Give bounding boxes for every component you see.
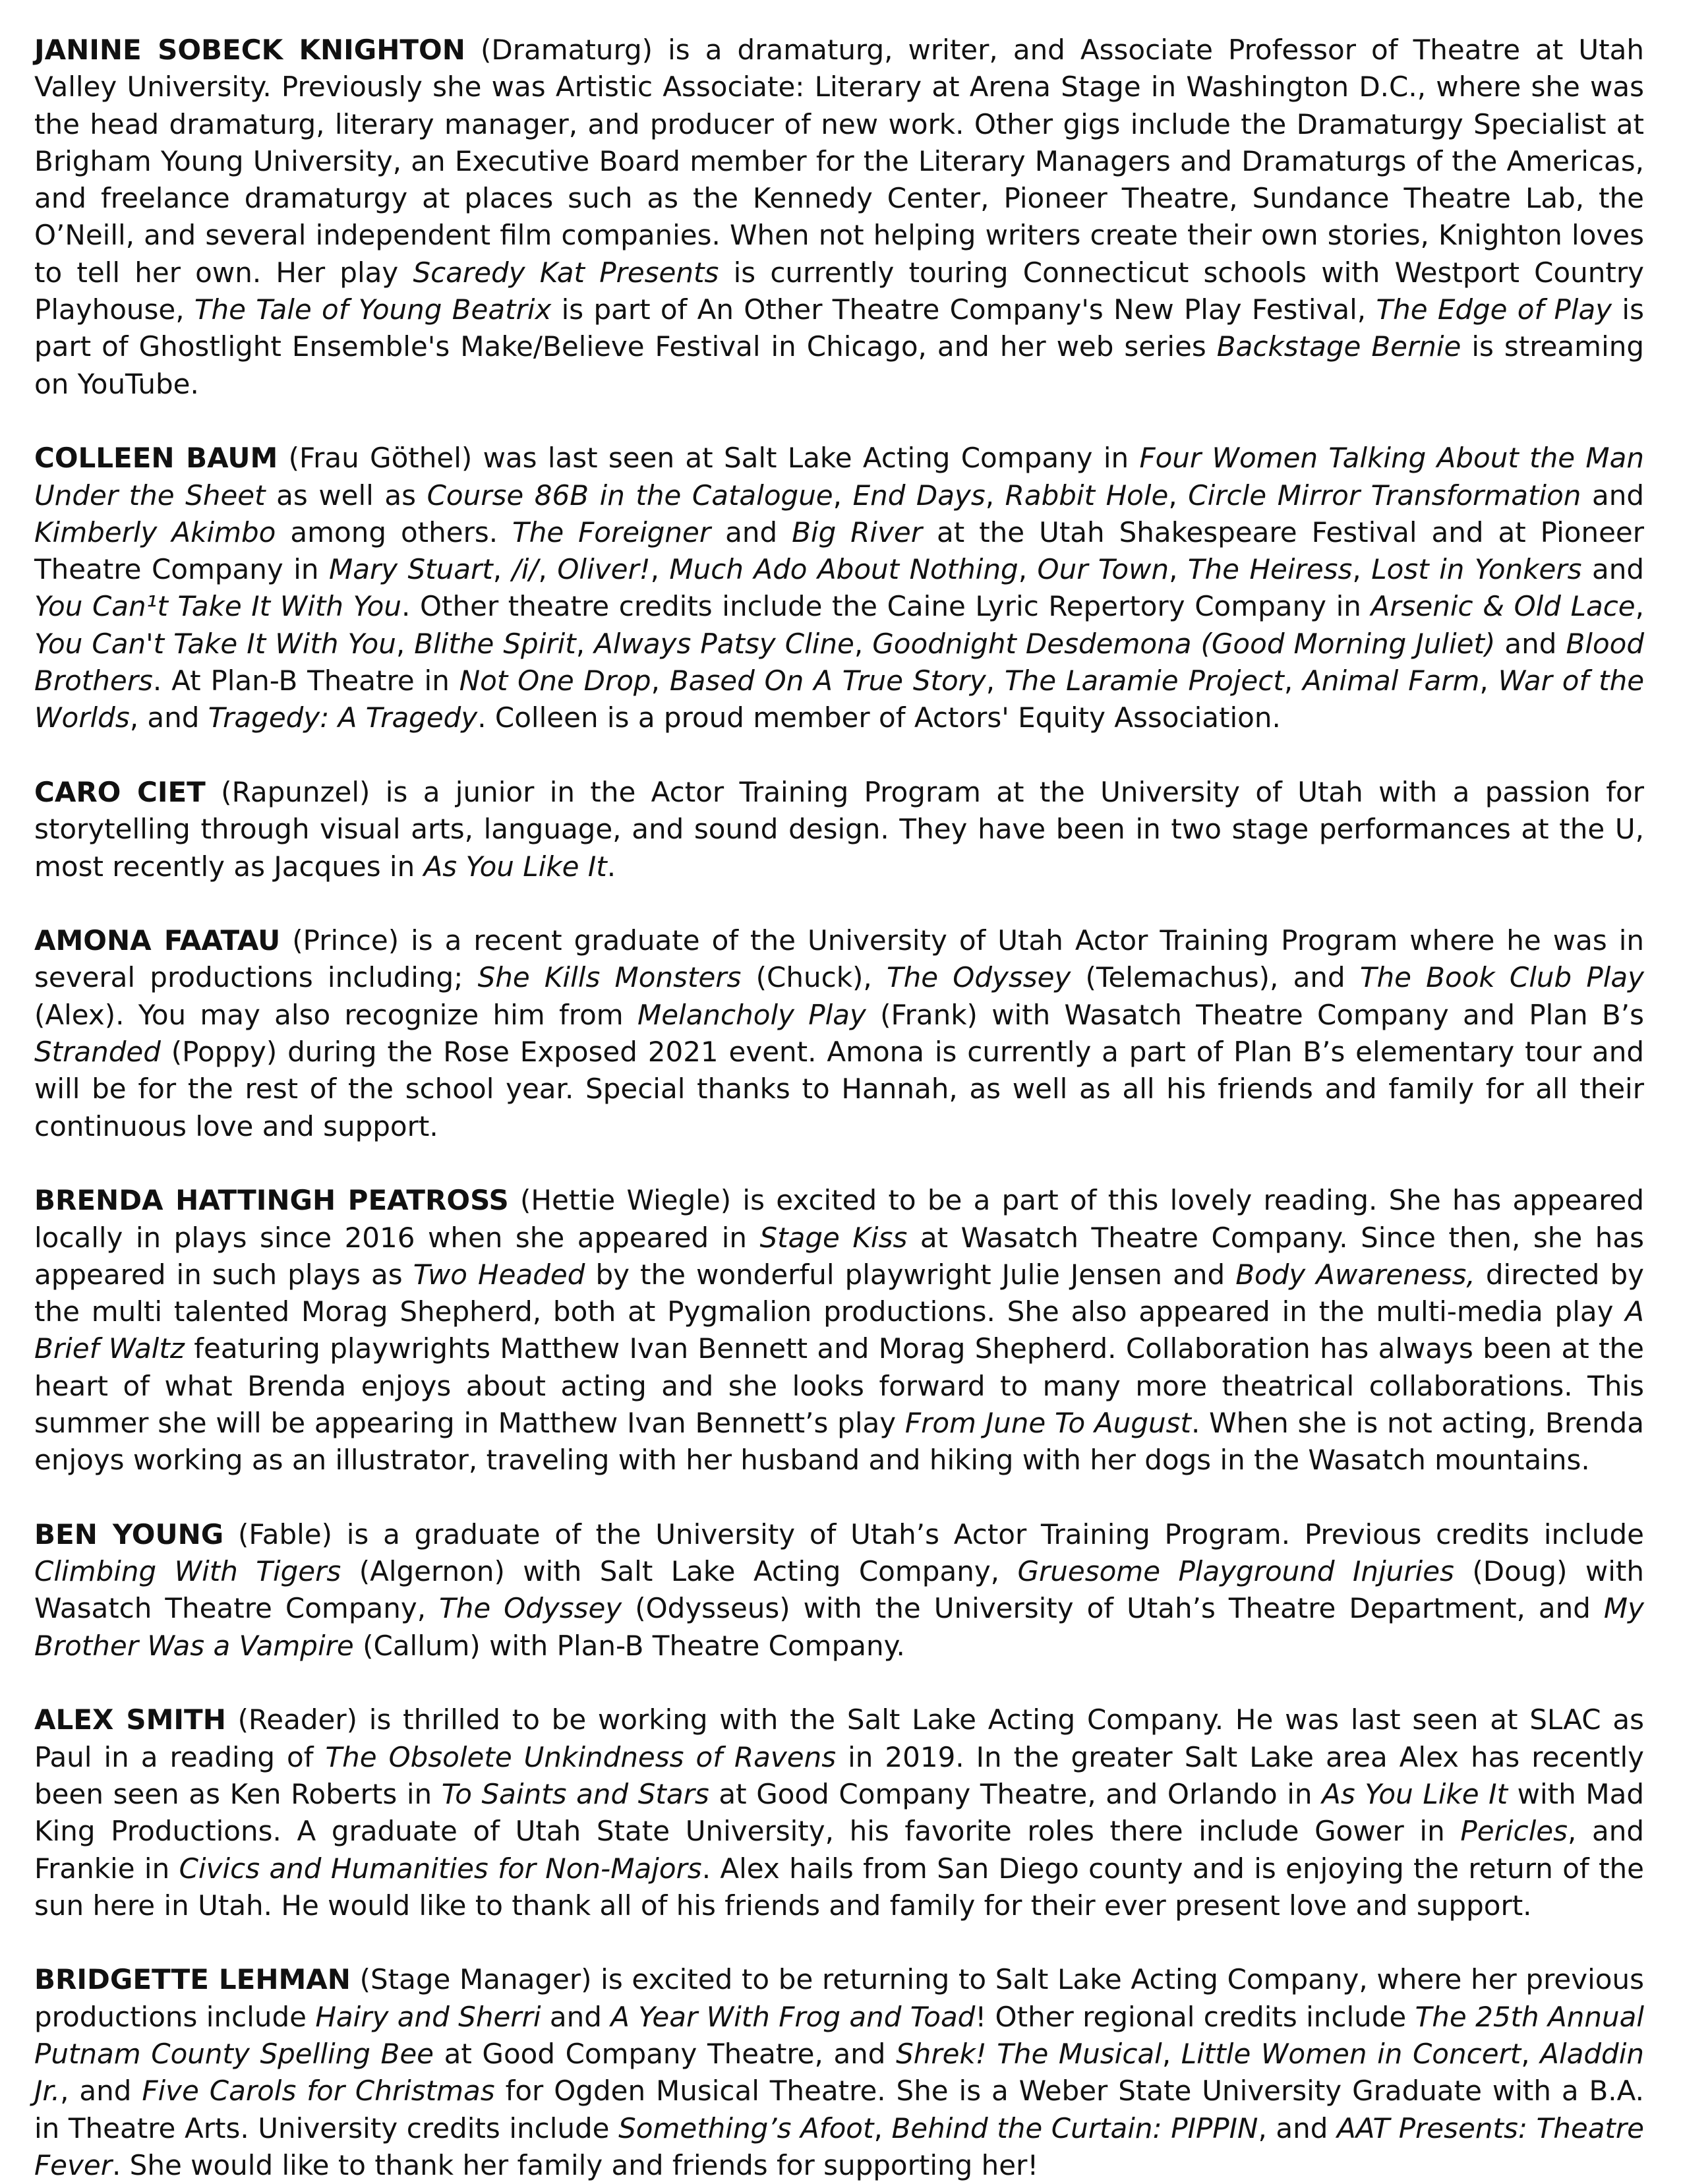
- bio-text: (Telemachus), and: [1071, 961, 1360, 994]
- bio-text: featuring playwrights Matthew Ivan Bennett and Morag Shepherd. Collaboration has always been at the heart of what Brenda enjoys about acting and she looks forward to many more theatrical collaborations. This summer she will be appearing in Matthew Ivan Bennett’s play: [34, 1332, 1644, 1439]
- work-title: The 25th Annual Putnam County Spelling Bee: [34, 2000, 1644, 2071]
- work-title: The Odyssey: [439, 1592, 622, 1625]
- work-title: War of the Worlds: [34, 664, 1645, 734]
- bio-text: . At Plan-B Theatre in: [152, 664, 459, 697]
- bio-text: (Frank) with Wasatch Theatre Company and Plan B’s: [866, 998, 1644, 1031]
- work-title: From June To August: [904, 1406, 1191, 1439]
- work-title: A Brief Waltz: [34, 1295, 1644, 1365]
- work-title: Tragedy: A Tragedy: [208, 701, 478, 734]
- bio-paragraph: [34, 440, 1644, 736]
- work-title: The Edge of Play: [1376, 293, 1612, 326]
- work-title: The Obsolete Unkindness of Ravens: [325, 1740, 837, 1773]
- bio-text: ,: [396, 627, 415, 660]
- bio-text: for Ogden Musical Theatre. She is a Weber State University Graduate with a B.A. in Theatre Arts. University credits include: [34, 2075, 1645, 2144]
- bio-text: (Prince) is a recent graduate of the University of Utah Actor Training Program where he was in several productions including;: [34, 924, 1645, 994]
- bio-text: ,: [833, 479, 853, 512]
- work-title: Civics and Humanities for Non-Majors: [179, 1852, 702, 1885]
- work-title: Kimberly Akimbo: [34, 516, 276, 548]
- bio-text: at Good Company Theatre, and: [434, 2038, 897, 2071]
- bio-text: ,: [1018, 553, 1038, 586]
- work-title: Big River: [792, 516, 923, 548]
- bio-name: BRIDGETTE LEHMAN: [34, 1963, 351, 1996]
- bio-text: ,: [985, 479, 1005, 512]
- work-title: The Odyssey: [886, 961, 1071, 994]
- work-title: Climbing With Tigers: [34, 1555, 341, 1588]
- work-title: Blithe Spirit: [414, 627, 576, 660]
- bio-text: and: [541, 2000, 611, 2033]
- bio-text: (Stage Manager) is excited to be returning to Salt Lake Acting Company, where her previous productions include: [34, 1963, 1644, 2033]
- bio-text: ,: [1169, 553, 1188, 586]
- work-title: Animal Farm: [1303, 664, 1480, 697]
- bio-text: in 2019. In the greater Salt Lake area Alex has recently been seen as Ken Roberts in: [34, 1740, 1644, 1810]
- bio-text: by the wonderful playwright Julie Jensen and: [585, 1258, 1236, 1291]
- bio-text: (Rapunzel) is a junior in the Actor Training Program at the University of Utah with a passion for storytelling through visual arts, language, and sound design. They have been in two stage performances at the U, most recently as Jacques in: [34, 775, 1644, 883]
- bio-text: and: [711, 516, 792, 548]
- bio-text: is streaming on YouTube.: [34, 330, 1645, 400]
- work-title: Stage Kiss: [759, 1221, 908, 1254]
- bio-text: , and: [129, 701, 208, 734]
- bio-text: (Poppy) during the Rose Exposed 2021 event. Amona is currently a part of Plan B’s elementary tour and will be for the rest of the school year. Special thanks to Hannah, as well as all his friends and family for all their continuous love and support.: [34, 1036, 1644, 1142]
- work-title: Melancholy Play: [637, 998, 866, 1031]
- work-title: Shrek! The Musical: [896, 2038, 1162, 2071]
- bio-name: BRENDA HATTINGH PEATROSS: [34, 1184, 509, 1217]
- bio-text: at Wasatch Theatre Company. Since then, she has appeared in such plays as: [34, 1221, 1644, 1291]
- work-title: To Saints and Stars: [441, 1777, 709, 1810]
- bio-text: , and Frankie in: [34, 1815, 1645, 1885]
- bio-text: .: [606, 850, 616, 883]
- bio-paragraph: [34, 1516, 1644, 1665]
- work-title: The Book Club Play: [1359, 961, 1645, 994]
- work-title: Our Town: [1037, 553, 1169, 586]
- work-title: Course 86B in the Catalogue: [427, 479, 833, 512]
- work-title: Two Headed: [413, 1258, 585, 1291]
- bio-paragraph: [34, 1182, 1644, 1479]
- work-title: The Laramie Project: [1005, 664, 1284, 697]
- bio-text: ,: [650, 553, 670, 586]
- work-title: The Foreigner: [512, 516, 711, 548]
- bio-name: BEN YOUNG: [34, 1518, 224, 1550]
- bio-name: CARO CIET: [34, 775, 206, 808]
- work-title: Goodnight Desdemona (Good Morning Juliet): [872, 627, 1496, 660]
- work-title: The Heiress: [1187, 553, 1353, 586]
- bio-text: . When she is not acting, Brenda enjoys working as an illustrator, traveling with her husband and hiking with her dogs in the Wasatch mountains.: [34, 1406, 1644, 1477]
- work-title: Four Women Talking About the Man Under the Sheet: [34, 442, 1644, 512]
- work-title: Backstage Bernie: [1216, 330, 1461, 363]
- bio-text: (Odysseus) with the University of Utah’s Theatre Department, and: [622, 1592, 1604, 1625]
- work-title: Five Carols for Christmas: [142, 2075, 495, 2108]
- bio-text: ,: [1162, 2038, 1181, 2071]
- bio-paragraph: [34, 1701, 1644, 1924]
- work-title: Blood Brothers: [34, 627, 1645, 697]
- bio-text: ,: [1283, 664, 1303, 697]
- bio-text: ,: [492, 553, 512, 586]
- work-title: She Kills Monsters: [477, 961, 742, 994]
- bio-name: AMONA FAATAU: [34, 924, 281, 957]
- work-title: Hairy and Sherri: [315, 2000, 541, 2033]
- bio-text: (Chuck),: [741, 961, 887, 994]
- bio-name: ALEX SMITH: [34, 1703, 226, 1736]
- bio-paragraph: [34, 922, 1644, 1145]
- work-title: Much Ado About Nothing: [669, 553, 1018, 586]
- bio-text: . Alex hails from San Diego county and is enjoying the return of the sun here in Utah. He would like to thank all of his friends and family for their ever present love and support.: [34, 1852, 1644, 1922]
- bio-text: (Alex). You may also recognize him from: [34, 998, 637, 1031]
- bio-text: ,: [1635, 590, 1644, 623]
- work-title: /i/: [512, 553, 539, 586]
- bio-text: (Callum) with Plan-B Theatre Company.: [353, 1629, 905, 1662]
- work-title: Scaredy Kat Presents: [413, 256, 719, 289]
- bio-text: ,: [1168, 479, 1189, 512]
- bio-text: (Algernon) with Salt Lake Acting Company,: [341, 1555, 1018, 1588]
- work-title: Rabbit Hole: [1005, 479, 1169, 512]
- bio-name: JANINE SOBECK KNIGHTON: [34, 34, 465, 66]
- bio-text: with Mad King Productions. A graduate of Utah State University, his favorite roles there include Gower in: [34, 1777, 1645, 1848]
- work-title: Gruesome Playground Injuries: [1017, 1555, 1454, 1588]
- work-title: Behind the Curtain: PIPPIN: [891, 2111, 1258, 2144]
- bio-text: . She would like to thank her family and friends for supporting her!: [111, 2148, 1039, 2181]
- work-title: As You Like It: [423, 850, 607, 883]
- work-title: The Tale of Young Beatrix: [194, 293, 552, 326]
- bio-text: (Dramaturg) is a dramaturg, writer, and Associate Professor of Theatre at Utah Valley University. Previously she was Artistic Associate: Literary at Arena Stage in Washington D.C., where she was the head dramaturg, literary manager, and producer of new work. Other gigs include the Dramaturgy Specialist at Brigham Young University, an Executive Board member for the Literary Managers and Dramaturgs of the Americas, and freelance dramaturgy at places such as the Kennedy Center, Pioneer Theatre, Sundance Theatre Lab, the O’Neill, and several independent film companies. When not helping writers create their own stories, Knighton loves to tell her own. Her play: [34, 34, 1644, 289]
- bio-text: , and: [60, 2075, 142, 2108]
- bio-text: (Fable) is a graduate of the University of Utah’s Actor Training Program. Previous credits include: [223, 1518, 1644, 1550]
- work-title: Lost in Yonkers: [1371, 553, 1582, 586]
- bio-text: ,: [854, 627, 873, 660]
- bio-text: ,: [986, 664, 1005, 697]
- work-title: You Can¹t Take It With You: [34, 590, 401, 623]
- bio-text: (Frau Göthel) was last seen at Salt Lake Acting Company in: [278, 442, 1140, 475]
- bio-text: among others.: [276, 516, 513, 548]
- bio-text: (Hettie Wiegle) is excited to be a part of this lovely reading. She has appeared locally in plays since 2016 when she appeared in: [34, 1184, 1645, 1254]
- work-title: You Can't Take It With You: [34, 627, 396, 660]
- bio-text: at Good Company Theatre, and Orlando in: [709, 1777, 1322, 1810]
- bio-text: ,: [1521, 2038, 1541, 2071]
- bio-text: ,: [1352, 553, 1372, 586]
- work-title: My Brother Was a Vampire: [34, 1592, 1645, 1662]
- work-title: Not One Drop: [459, 664, 651, 697]
- work-title: As You Like It: [1322, 1777, 1508, 1810]
- bio-text: ,: [873, 2111, 892, 2144]
- work-title: Little Women in Concert: [1181, 2038, 1521, 2071]
- bio-paragraph: [34, 774, 1644, 885]
- bio-text: ,: [575, 627, 595, 660]
- bio-text: (Doug) with Wasatch Theatre Company,: [34, 1555, 1644, 1625]
- bio-name: COLLEEN BAUM: [34, 442, 278, 475]
- bio-text: ,: [538, 553, 558, 586]
- bio-paragraph: [34, 32, 1644, 403]
- bio-text: at the Utah Shakespeare Festival and at Pioneer Theatre Company in: [34, 516, 1645, 586]
- bio-text: and: [1495, 627, 1566, 660]
- bio-text: is currently touring Connecticut schools with Westport Country Playhouse,: [34, 256, 1644, 326]
- bio-text: is part of Ghostlight Ensemble's Make/Believe Festival in Chicago, and her web series: [34, 293, 1644, 363]
- bio-paragraph: [34, 1961, 1644, 2184]
- bio-text: is part of An Other Theatre Company's New Play Festival,: [551, 293, 1376, 326]
- work-title: A Year With Frog and Toad: [610, 2000, 976, 2033]
- bio-page: [34, 32, 1644, 2184]
- work-title: Based On A True Story: [669, 664, 986, 697]
- bio-text: . Colleen is a proud member of Actors' Equity Association.: [477, 701, 1281, 734]
- work-title: Aladdin Jr.: [34, 2038, 1644, 2108]
- bio-text: ! Other regional credits include: [975, 2000, 1415, 2033]
- bio-text: as well as: [265, 479, 427, 512]
- work-title: Stranded: [34, 1036, 161, 1069]
- work-title: Mary Stuart: [328, 553, 493, 586]
- bio-text: and: [1581, 479, 1644, 512]
- work-title: Something’s Afoot: [618, 2111, 874, 2144]
- work-title: Oliver!: [557, 553, 651, 586]
- bio-text: and: [1581, 553, 1645, 586]
- work-title: Arsenic & Old Lace: [1371, 590, 1636, 623]
- bio-text: . Other theatre credits include the Caine Lyric Repertory Company in: [401, 590, 1371, 623]
- bio-text: ,: [1479, 664, 1498, 697]
- bio-text: directed by the multi talented Morag Shepherd, both at Pygmalion productions. She also appeared in the multi-media play: [34, 1258, 1644, 1328]
- work-title: Body Awareness,: [1235, 1258, 1475, 1291]
- work-title: Pericles: [1460, 1815, 1568, 1848]
- bio-text: ,: [651, 664, 670, 697]
- bio-text: (Reader) is thrilled to be working with the Salt Lake Acting Company. He was last seen at SLAC as Paul in a reading of: [34, 1703, 1644, 1773]
- work-title: Circle Mirror Transformation: [1188, 479, 1581, 512]
- work-title: AAT Presents: Theatre Fever: [34, 2111, 1645, 2181]
- work-title: Always Patsy Cline: [594, 627, 854, 660]
- work-title: End Days: [852, 479, 986, 512]
- bio-text: , and: [1258, 2111, 1338, 2144]
